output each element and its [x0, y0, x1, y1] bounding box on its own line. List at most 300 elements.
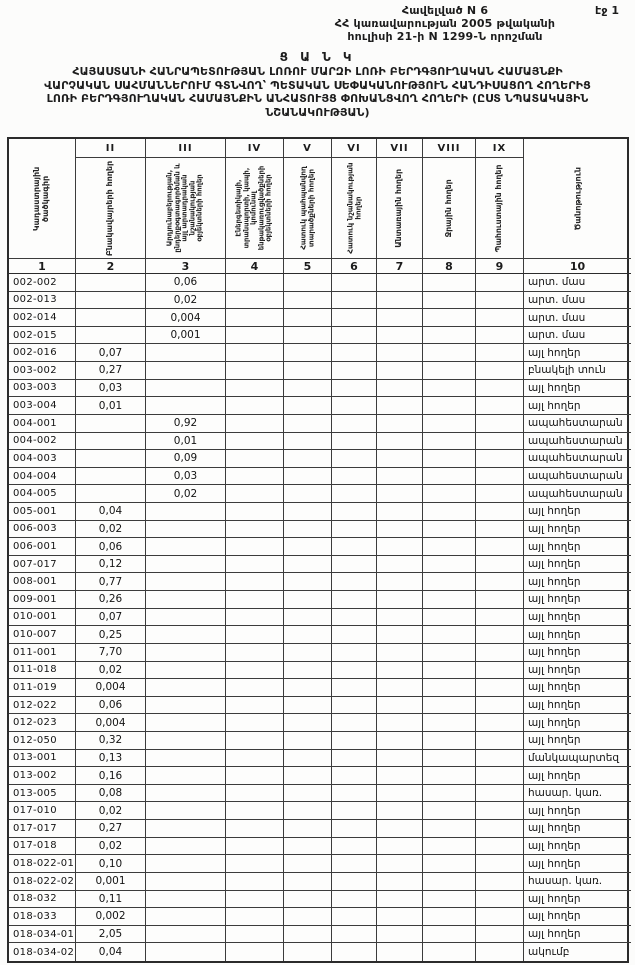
cadastral-code-cell: 002-002 — [9, 274, 76, 292]
cadastral-code-cell: 007-017 — [9, 556, 76, 574]
empty-cell — [476, 679, 524, 697]
cadastral-code-cell: 018-022-02 — [9, 873, 76, 891]
empty-cell — [226, 274, 284, 292]
empty-cell — [146, 697, 226, 715]
empty-cell — [377, 485, 423, 503]
empty-cell — [377, 785, 423, 803]
note-cell: այլ հողեր — [524, 538, 631, 556]
area-value-cell: 0,16 — [76, 767, 146, 785]
empty-cell — [284, 274, 332, 292]
empty-cell — [76, 327, 146, 345]
note-cell: ապահեստարան — [524, 468, 631, 486]
empty-cell — [476, 943, 524, 961]
empty-cell — [423, 521, 476, 539]
empty-cell — [423, 538, 476, 556]
area-value-cell: 0,03 — [146, 468, 226, 486]
empty-cell — [476, 556, 524, 574]
column-number: 2 — [76, 259, 146, 274]
note-cell: այլ հողեր — [524, 397, 631, 415]
column-numeral: II — [76, 139, 146, 158]
empty-cell — [226, 521, 284, 539]
cadastral-code-cell: 002-013 — [9, 292, 76, 310]
document-subtitle — [10, 65, 625, 119]
empty-cell — [284, 626, 332, 644]
column-label-text: Էներգետիկայի, տրանսպորտի, կապի, կոմունալ ենթակառուցվածքների օբյեկտների հողեր — [234, 165, 273, 251]
empty-cell — [377, 327, 423, 345]
note-cell: այլ հողեր — [524, 521, 631, 539]
column-header-label — [524, 139, 631, 259]
empty-cell — [226, 732, 284, 750]
empty-cell — [332, 891, 377, 909]
empty-cell — [332, 767, 377, 785]
empty-cell — [284, 838, 332, 856]
empty-cell — [284, 609, 332, 627]
empty-cell — [226, 873, 284, 891]
empty-cell — [423, 292, 476, 310]
empty-cell — [476, 503, 524, 521]
empty-cell — [226, 714, 284, 732]
empty-cell — [284, 820, 332, 838]
area-value-cell: 0,03 — [76, 380, 146, 398]
cadastral-code-cell: 010-007 — [9, 626, 76, 644]
empty-cell — [423, 591, 476, 609]
area-value-cell: 0,77 — [76, 573, 146, 591]
cadastral-code-cell: 013-001 — [9, 750, 76, 768]
empty-cell — [476, 397, 524, 415]
empty-cell — [377, 644, 423, 662]
cadastral-code-cell: 004-005 — [9, 485, 76, 503]
empty-cell — [226, 503, 284, 521]
empty-cell — [146, 767, 226, 785]
empty-cell — [377, 873, 423, 891]
appendix-block — [280, 4, 610, 43]
empty-cell — [423, 838, 476, 856]
column-header-label — [377, 158, 423, 259]
column-numeral: VIII — [423, 139, 476, 158]
empty-cell — [76, 274, 146, 292]
empty-cell — [476, 609, 524, 627]
area-value-cell: 0,92 — [146, 415, 226, 433]
area-value-cell: 0,13 — [76, 750, 146, 768]
empty-cell — [377, 908, 423, 926]
empty-cell — [423, 767, 476, 785]
note-cell: այլ հողեր — [524, 820, 631, 838]
cadastral-code-cell: 013-005 — [9, 785, 76, 803]
note-cell: բնակելի տուն — [524, 362, 631, 380]
empty-cell — [332, 609, 377, 627]
empty-cell — [332, 697, 377, 715]
column-label-text: Բնակավայրերի հողեր — [105, 160, 115, 256]
empty-cell — [226, 485, 284, 503]
note-cell: այլ հողեր — [524, 714, 631, 732]
empty-cell — [423, 485, 476, 503]
empty-cell — [284, 908, 332, 926]
area-value-cell: 0,12 — [76, 556, 146, 574]
note-cell: ակումբ — [528, 946, 570, 959]
area-value-cell: 0,01 — [146, 433, 226, 451]
empty-cell — [423, 433, 476, 451]
empty-cell — [226, 891, 284, 909]
empty-cell — [284, 644, 332, 662]
empty-cell — [377, 433, 423, 451]
empty-cell — [423, 573, 476, 591]
appendix-line: հուլիսի 21-ի N 1299-Ն որոշման — [347, 30, 543, 43]
empty-cell — [423, 802, 476, 820]
empty-cell — [476, 732, 524, 750]
empty-cell — [146, 521, 226, 539]
empty-cell — [226, 855, 284, 873]
cadastral-code-cell: 006-001 — [9, 538, 76, 556]
area-value-cell: 0,11 — [76, 891, 146, 909]
area-value-cell: 0,02 — [76, 662, 146, 680]
empty-cell — [146, 397, 226, 415]
empty-cell — [476, 415, 524, 433]
empty-cell — [476, 573, 524, 591]
empty-cell — [146, 609, 226, 627]
note-cell: այլ հողեր — [524, 767, 631, 785]
area-value-cell: 0,004 — [146, 309, 226, 327]
cadastral-code-cell: 018-022-01 — [9, 855, 76, 873]
empty-cell — [377, 838, 423, 856]
empty-cell — [476, 697, 524, 715]
column-header-label — [226, 158, 284, 259]
empty-cell — [146, 662, 226, 680]
empty-cell — [146, 802, 226, 820]
empty-cell — [377, 855, 423, 873]
column-number: 7 — [377, 259, 423, 274]
empty-cell — [76, 485, 146, 503]
cadastral-code-cell: 017-018 — [9, 838, 76, 856]
column-label-text: Կադաստրային ծածկագիր — [32, 166, 50, 231]
empty-cell — [146, 538, 226, 556]
subtitle-line: ՎԱՐՉԱԿԱՆ ՍԱՀՄԱՆՆԵՐՈՒՄ ԳՏՆՎՈՂ՝ ՊԵՏԱԿԱՆ ՍԵՓԱԿԱՆՈՒԹՅՈՒՆ ՀԱՆԴԻՍԱՑՈՂ ՀՈՂԵՐԻՑ — [44, 78, 591, 92]
note-cell: արտ. մաս — [524, 327, 631, 345]
note-cell: ապահեստարան — [524, 415, 631, 433]
note-cell: արտ. մաս — [524, 309, 631, 327]
empty-cell — [284, 855, 332, 873]
empty-cell — [332, 785, 377, 803]
cadastral-code-cell: 004-001 — [9, 415, 76, 433]
cadastral-code-cell: 002-015 — [9, 327, 76, 345]
empty-cell — [332, 538, 377, 556]
empty-cell — [423, 450, 476, 468]
empty-cell — [332, 626, 377, 644]
empty-cell — [284, 503, 332, 521]
empty-cell — [226, 450, 284, 468]
note-cell: այլ հողեր — [524, 573, 631, 591]
empty-cell — [476, 450, 524, 468]
empty-cell — [226, 943, 284, 961]
empty-cell — [332, 820, 377, 838]
empty-cell — [377, 943, 423, 961]
column-numeral: IV — [226, 139, 284, 158]
empty-cell — [332, 714, 377, 732]
note-cell: այլ հողեր — [524, 662, 631, 680]
area-value-cell: 0,01 — [76, 397, 146, 415]
empty-cell — [332, 380, 377, 398]
empty-cell — [423, 873, 476, 891]
empty-cell — [284, 573, 332, 591]
empty-cell — [226, 609, 284, 627]
empty-cell — [226, 573, 284, 591]
empty-cell — [284, 362, 332, 380]
empty-cell — [226, 662, 284, 680]
note-cell: այլ հողեր — [524, 503, 631, 521]
empty-cell — [226, 309, 284, 327]
empty-cell — [284, 450, 332, 468]
empty-cell — [476, 309, 524, 327]
empty-cell — [377, 397, 423, 415]
empty-cell — [226, 626, 284, 644]
cadastral-code-cell: 002-016 — [9, 344, 76, 362]
area-value-cell: 0,004 — [76, 714, 146, 732]
empty-cell — [146, 838, 226, 856]
area-value-cell: 0,002 — [76, 908, 146, 926]
column-label-text: Հատուկ նշանակության հողեր — [344, 162, 362, 254]
area-value-cell: 0,02 — [146, 485, 226, 503]
empty-cell — [423, 908, 476, 926]
empty-cell — [377, 362, 423, 380]
empty-cell — [476, 468, 524, 486]
empty-cell — [146, 714, 226, 732]
empty-cell — [377, 450, 423, 468]
note-cell: այլ հողեր — [524, 591, 631, 609]
empty-cell — [76, 450, 146, 468]
area-value-cell: 0,02 — [146, 292, 226, 310]
area-value-cell: 0,10 — [76, 855, 146, 873]
empty-cell — [332, 750, 377, 768]
column-label-text: Ծանոթություն — [571, 166, 582, 231]
empty-cell — [146, 908, 226, 926]
empty-cell — [146, 943, 226, 961]
empty-cell — [284, 327, 332, 345]
empty-cell — [377, 767, 423, 785]
empty-cell — [332, 556, 377, 574]
area-value-cell: 7,70 — [76, 644, 146, 662]
empty-cell — [476, 750, 524, 768]
area-value-cell: 0,25 — [76, 626, 146, 644]
area-value-cell: 0,02 — [76, 521, 146, 539]
column-header-label — [476, 158, 524, 259]
empty-cell — [476, 433, 524, 451]
empty-cell — [377, 521, 423, 539]
cadastral-code-cell: 009-001 — [9, 591, 76, 609]
empty-cell — [332, 327, 377, 345]
cadastral-code-cell: 013-002 — [9, 767, 76, 785]
area-value-cell: 0,06 — [76, 697, 146, 715]
empty-cell — [284, 485, 332, 503]
note-cell: այլ հողեր — [524, 732, 631, 750]
empty-cell — [226, 785, 284, 803]
empty-cell — [146, 503, 226, 521]
note-cell: ապահեստարան — [524, 485, 631, 503]
cadastral-code-cell: 018-034-02 — [9, 943, 76, 961]
cadastral-code-cell: 011-018 — [9, 662, 76, 680]
empty-cell — [476, 521, 524, 539]
empty-cell — [377, 538, 423, 556]
empty-cell — [476, 802, 524, 820]
empty-cell — [76, 292, 146, 310]
empty-cell — [377, 926, 423, 944]
empty-cell — [76, 468, 146, 486]
empty-cell — [226, 327, 284, 345]
empty-cell — [377, 626, 423, 644]
empty-cell — [377, 714, 423, 732]
empty-cell — [476, 380, 524, 398]
empty-cell — [423, 327, 476, 345]
note-cell: այլ հողեր — [524, 855, 631, 873]
cadastral-code-cell: 008-001 — [9, 573, 76, 591]
empty-cell — [332, 644, 377, 662]
empty-cell — [423, 662, 476, 680]
empty-cell — [332, 908, 377, 926]
note-cell: այլ հողեր — [524, 679, 631, 697]
empty-cell — [423, 679, 476, 697]
cadastral-code-cell: 003-002 — [9, 362, 76, 380]
empty-cell — [226, 767, 284, 785]
note-cell: այլ հողեր — [524, 926, 631, 944]
cadastral-code-cell: 003-003 — [9, 380, 76, 398]
empty-cell — [377, 503, 423, 521]
empty-cell — [476, 873, 524, 891]
note-cell: այլ հողեր — [524, 644, 631, 662]
empty-cell — [146, 785, 226, 803]
empty-cell — [377, 344, 423, 362]
empty-cell — [226, 344, 284, 362]
note-cell: այլ հողեր — [524, 891, 631, 909]
cadastral-code-cell: 018-033 — [9, 908, 76, 926]
area-value-cell: 0,001 — [146, 327, 226, 345]
empty-cell — [332, 838, 377, 856]
empty-cell — [284, 538, 332, 556]
empty-cell — [423, 750, 476, 768]
column-numeral: IX — [476, 139, 524, 158]
note-cell: ապահեստարան — [524, 433, 631, 451]
cadastral-code-cell: 002-014 — [9, 309, 76, 327]
column-label-text: Անտառային հողեր — [394, 168, 404, 248]
cadastral-code-cell: 004-004 — [9, 468, 76, 486]
empty-cell — [284, 714, 332, 732]
empty-cell — [423, 732, 476, 750]
empty-cell — [332, 591, 377, 609]
empty-cell — [332, 926, 377, 944]
cadastral-code-cell: 010-001 — [9, 609, 76, 627]
empty-cell — [476, 327, 524, 345]
column-label-text: Պահուստային հողեր — [494, 164, 504, 252]
empty-cell — [226, 838, 284, 856]
subtitle-line: ՀԱՅԱՍՏԱՆԻ ՀԱՆՐԱՊԵՏՈՒԹՅԱՆ ԼՈՌՈՒ ՄԱՐԶԻ ԼՈՌԻ ԲԵՐԴԳՅՈՒՂԱԿԱՆ ՀԱՄԱՅՆՔԻ — [72, 65, 563, 78]
empty-cell — [423, 309, 476, 327]
empty-cell — [284, 750, 332, 768]
empty-cell — [332, 521, 377, 539]
empty-cell — [332, 662, 377, 680]
empty-cell — [284, 521, 332, 539]
empty-cell — [284, 767, 332, 785]
cadastral-code-cell: 004-002 — [9, 433, 76, 451]
area-value-cell: 0,06 — [76, 538, 146, 556]
empty-cell — [146, 556, 226, 574]
empty-cell — [377, 891, 423, 909]
cadastral-code-cell: 003-004 — [9, 397, 76, 415]
appendix-line: ՀՀ կառավարության 2005 թվականի — [334, 17, 556, 30]
column-label-text: Ջրային հողեր — [443, 178, 453, 238]
empty-cell — [377, 415, 423, 433]
note-cell: այլ հողեր — [524, 908, 631, 926]
area-value-cell: 0,001 — [76, 873, 146, 891]
empty-cell — [226, 750, 284, 768]
empty-cell — [146, 380, 226, 398]
cadastral-code-cell: 018-032 — [9, 891, 76, 909]
empty-cell — [423, 397, 476, 415]
cadastral-code-cell: 012-022 — [9, 697, 76, 715]
column-numeral: V — [284, 139, 332, 158]
column-label-text: Հատուկ պահպանվող տարածքների հողեր — [298, 166, 316, 250]
note-cell: այլ հողեր — [524, 838, 631, 856]
empty-cell — [476, 485, 524, 503]
empty-cell — [423, 274, 476, 292]
cadastral-code-cell: 006-003 — [9, 521, 76, 539]
empty-cell — [332, 573, 377, 591]
empty-cell — [476, 538, 524, 556]
empty-cell — [332, 292, 377, 310]
document-title: Ց Ա Ն Կ — [279, 50, 356, 64]
empty-cell — [377, 697, 423, 715]
empty-cell — [423, 609, 476, 627]
empty-cell — [423, 820, 476, 838]
empty-cell — [332, 433, 377, 451]
empty-cell — [146, 750, 226, 768]
note-cell: հասար. կառ. — [524, 785, 631, 803]
empty-cell — [332, 274, 377, 292]
empty-cell — [423, 891, 476, 909]
empty-cell — [377, 573, 423, 591]
empty-cell — [476, 362, 524, 380]
empty-cell — [146, 732, 226, 750]
area-value-cell: 0,08 — [76, 785, 146, 803]
cadastral-code-cell: 012-023 — [9, 714, 76, 732]
empty-cell — [284, 943, 332, 961]
cadastral-code-cell: 005-001 — [9, 503, 76, 521]
empty-cell — [284, 591, 332, 609]
empty-cell — [377, 820, 423, 838]
page-number: էջ 1 — [595, 4, 619, 17]
empty-cell — [423, 926, 476, 944]
note-cell: այլ հողեր — [524, 380, 631, 398]
empty-cell — [284, 679, 332, 697]
empty-cell — [476, 767, 524, 785]
empty-cell — [284, 309, 332, 327]
empty-cell — [377, 309, 423, 327]
empty-cell — [146, 820, 226, 838]
empty-cell — [146, 573, 226, 591]
empty-cell — [377, 591, 423, 609]
empty-cell — [476, 274, 524, 292]
empty-cell — [226, 820, 284, 838]
empty-cell — [226, 397, 284, 415]
empty-cell — [226, 556, 284, 574]
note-cell: այլ հողեր — [524, 802, 631, 820]
column-label-text: Արդյունաբերության, ընդերքօգտագործման և այլ արտադրական նշանակության օբյեկտների հողեր — [165, 163, 204, 253]
cadastral-code-cell: 017-017 — [9, 820, 76, 838]
empty-cell — [284, 891, 332, 909]
empty-cell — [377, 679, 423, 697]
column-number: 9 — [476, 259, 524, 274]
empty-cell — [377, 292, 423, 310]
empty-cell — [226, 415, 284, 433]
empty-cell — [476, 344, 524, 362]
empty-cell — [284, 468, 332, 486]
area-value-cell: 0,02 — [76, 838, 146, 856]
